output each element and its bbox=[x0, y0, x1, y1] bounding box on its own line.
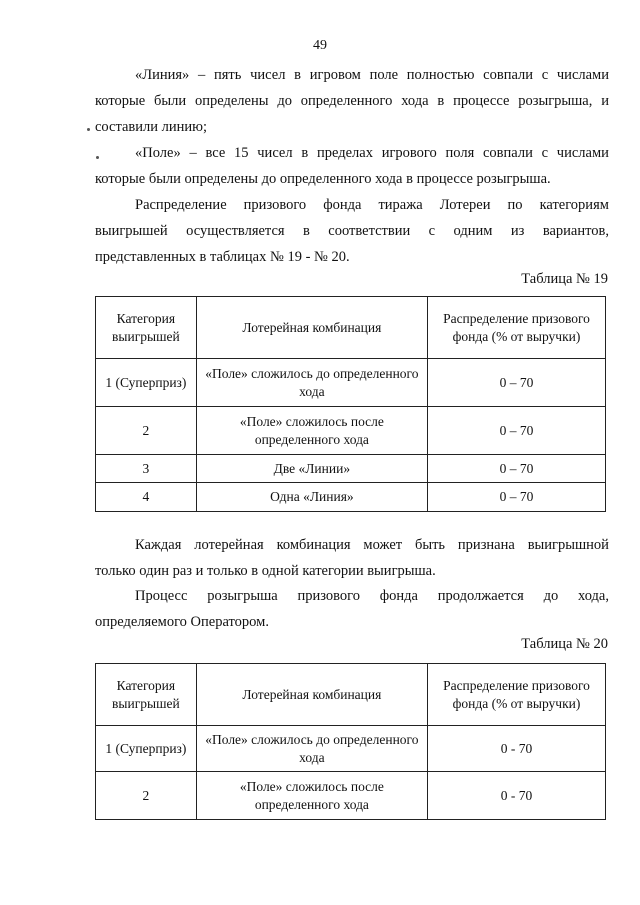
scan-speck bbox=[87, 128, 90, 131]
header-category: Категория выигрышей bbox=[96, 297, 197, 359]
paragraph-distribution bbox=[95, 192, 609, 270]
cell-combination: «Поле» сложилось до определенного хода bbox=[196, 359, 427, 407]
text-line: Каждая лотерейная комбинация может быть признана выигрышной bbox=[135, 537, 609, 553]
paragraph-line-definition bbox=[95, 62, 609, 140]
cell-combination: Одна «Линия» bbox=[196, 483, 427, 512]
cell-combination: «Поле» сложилось после определенного хода bbox=[196, 407, 427, 455]
cell-category: 1 (Суперприз) bbox=[96, 726, 197, 772]
text-line: Распределение призового фонда тиража Лотереи по категориям bbox=[135, 197, 609, 213]
text-line: выигрышей осуществляется в соответствии с одним из вариантов, bbox=[95, 223, 609, 239]
header-category: Категория выигрышей bbox=[96, 664, 197, 726]
paragraph-draw-process bbox=[95, 583, 609, 635]
table-row bbox=[96, 455, 606, 483]
text-line: только один раз и только в одной категории выигрыша. bbox=[95, 563, 436, 579]
header-combination: Лотерейная комбинация bbox=[196, 664, 427, 726]
table-19-caption: Таблица № 19 bbox=[521, 271, 608, 287]
text-line: «Линия» – пять чисел в игровом поле полностью совпали с числами bbox=[135, 67, 609, 83]
cell-combination: «Поле» сложилось до определенного хода bbox=[196, 726, 427, 772]
text-line: определяемого Оператором. bbox=[95, 614, 269, 630]
cell-combination: «Поле» сложилось после определенного хода bbox=[196, 772, 427, 820]
cell-distribution: 0 – 70 bbox=[428, 407, 606, 455]
cell-distribution: 0 – 70 bbox=[428, 359, 606, 407]
cell-category: 4 bbox=[96, 483, 197, 512]
table-header-row bbox=[96, 297, 606, 359]
page-number: 49 bbox=[313, 38, 327, 53]
cell-category: 2 bbox=[96, 407, 197, 455]
cell-combination: Две «Линии» bbox=[196, 455, 427, 483]
cell-distribution: 0 – 70 bbox=[428, 455, 606, 483]
table-19 bbox=[95, 296, 606, 512]
table-row bbox=[96, 359, 606, 407]
paragraph-single-category bbox=[95, 532, 609, 584]
text-line: «Поле» – все 15 чисел в пределах игрового поля совпали с числами bbox=[135, 145, 609, 161]
table-row bbox=[96, 407, 606, 455]
table-row bbox=[96, 483, 606, 512]
text-line: Процесс розыгрыша призового фонда продолжается до хода, bbox=[135, 588, 609, 604]
table-row bbox=[96, 772, 606, 820]
cell-distribution: 0 - 70 bbox=[428, 726, 606, 772]
header-distribution: Распределение призового фонда (% от выручки) bbox=[428, 664, 606, 726]
cell-category: 1 (Суперприз) bbox=[96, 359, 197, 407]
cell-distribution: 0 – 70 bbox=[428, 483, 606, 512]
text-line: составили линию; bbox=[95, 119, 208, 135]
header-distribution: Распределение призового фонда (% от выручки) bbox=[428, 297, 606, 359]
cell-category: 2 bbox=[96, 772, 197, 820]
cell-category: 3 bbox=[96, 455, 197, 483]
text-line: представленных в таблицах № 19 - № 20. bbox=[95, 249, 350, 265]
table-20-caption: Таблица № 20 bbox=[521, 636, 608, 652]
text-line: которые были определены до определенного хода в процессе розыгрыша. bbox=[95, 171, 551, 187]
paragraph-field-definition bbox=[95, 140, 609, 192]
table-header-row bbox=[96, 664, 606, 726]
header-combination: Лотерейная комбинация bbox=[196, 297, 427, 359]
table-row bbox=[96, 726, 606, 772]
text-line: которые были определены до определенного хода в процессе розыгрыша, и bbox=[95, 93, 609, 109]
table-20 bbox=[95, 663, 606, 820]
cell-distribution: 0 - 70 bbox=[428, 772, 606, 820]
